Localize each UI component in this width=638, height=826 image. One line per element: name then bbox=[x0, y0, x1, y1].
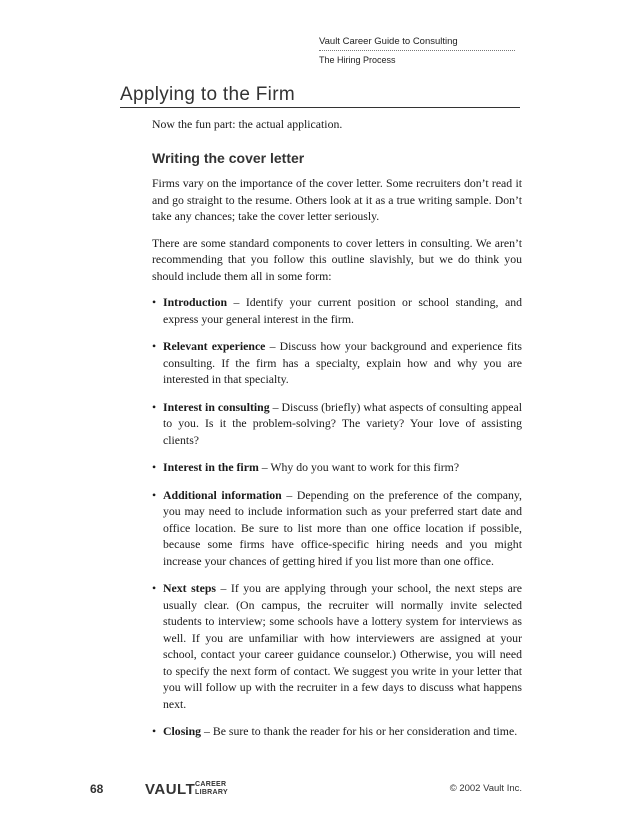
item-term: Closing bbox=[163, 724, 202, 738]
list-item bbox=[152, 487, 522, 570]
bullet-icon: • bbox=[152, 581, 157, 595]
list-item bbox=[152, 580, 522, 712]
item-term: Interest in consulting bbox=[163, 399, 270, 414]
item-term: Additional information bbox=[163, 487, 282, 502]
paragraph: Firms vary on the importance of the cover letter. Some recruiters don’t read it and go straight to the resume. Others look at it as a true writing sample. Don’t take any chances; take the cover letter seriously. bbox=[152, 176, 522, 223]
bullet-icon: • bbox=[152, 295, 157, 309]
bullet-icon: • bbox=[152, 399, 157, 414]
list-item bbox=[152, 459, 522, 476]
list-item bbox=[152, 294, 522, 327]
item-text: – Why do you want to work for this firm? bbox=[258, 460, 460, 474]
item-text: – Identify your current position or school standing, and express your general interest in the firm. bbox=[163, 295, 522, 326]
logo-subtitle bbox=[195, 781, 228, 797]
list-item bbox=[152, 723, 522, 740]
item-text: – If you are applying through your school, the next steps are usually clear. (On campus, the recruiter will normally invite selected students to interview; some schools have a lottery system for interviews as well. If you are unfamiliar with how interviewers are assigned at your school, contact your career guidance counselor.) Otherwise, you will need to specify the next form of contact. We suggest you write in your letter that you will follow up with the recruiter in a few days to discuss what happens next. bbox=[163, 581, 522, 711]
list-item bbox=[152, 338, 522, 388]
subheading: Writing the cover letter bbox=[152, 149, 305, 166]
chapter-title: The Hiring Process bbox=[319, 55, 396, 65]
component-list bbox=[152, 294, 522, 740]
item-term: Interest in the firm bbox=[163, 460, 259, 474]
item-term: Relevant experience bbox=[163, 339, 266, 353]
logo-wordmark: VAULT bbox=[145, 781, 196, 798]
item-text: – Discuss (briefly) what aspects of consulting appeal to you. Is it the problem-solving? The variety? Your love of assisting clients? bbox=[163, 399, 523, 447]
logo-line: CAREER bbox=[195, 781, 227, 788]
bullet-icon: • bbox=[152, 460, 157, 474]
page-footer bbox=[90, 780, 522, 802]
page-number: 68 bbox=[90, 782, 104, 796]
item-text: – Be sure to thank the reader for his or her consideration and time. bbox=[201, 724, 518, 738]
bullet-icon: • bbox=[152, 339, 157, 353]
item-text: – Depending on the preference of the company, you may need to include information such as your preferred start date and office location. Be sure to list more than one office location if possible, because some firms have office-specific hiring needs and you might increase your chances of getting hired if you list more than one office. bbox=[163, 487, 522, 568]
item-term: Next steps bbox=[163, 581, 216, 595]
item-text: – Discuss how your background and experience fits consulting. If the firm has a specialty, explain how and why you are interested in that specialty. bbox=[163, 339, 523, 386]
bullet-icon: • bbox=[152, 724, 157, 738]
item-term: Introduction bbox=[163, 295, 228, 309]
list-item bbox=[152, 399, 522, 449]
bullet-icon: • bbox=[152, 487, 157, 502]
body-content bbox=[152, 116, 522, 751]
intro-paragraph: Now the fun part: the actual application. bbox=[152, 117, 343, 131]
logo-line: LIBRARY bbox=[195, 789, 228, 796]
copyright-notice: © 2002 Vault Inc. bbox=[449, 783, 522, 794]
running-head bbox=[319, 36, 515, 65]
paragraph: There are some standard components to cover letters in consulting. We aren’t recommending that you follow this outline slavishly, but we do think you should include them all in some form: bbox=[152, 235, 522, 283]
section-title: Applying to the Firm bbox=[120, 84, 520, 108]
book-title: Vault Career Guide to Consulting bbox=[319, 36, 515, 51]
